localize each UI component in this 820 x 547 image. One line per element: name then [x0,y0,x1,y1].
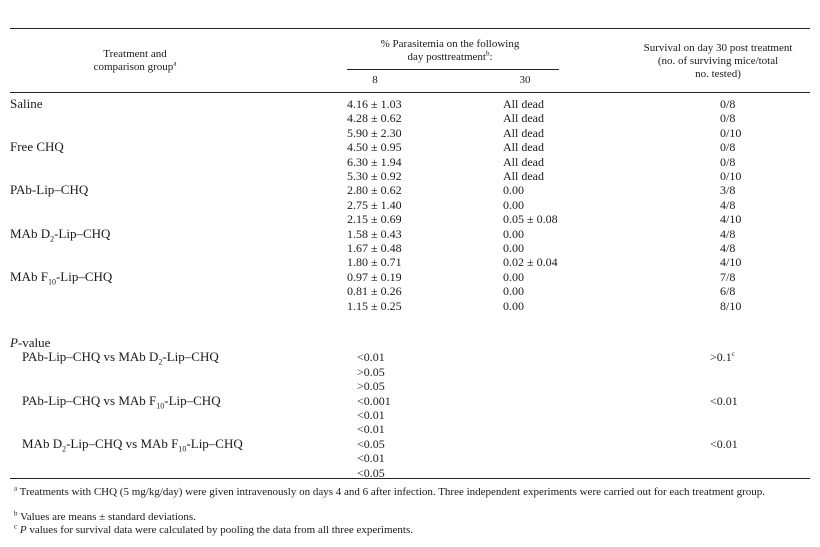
comparison-label [22,349,219,368]
group-label-text: MAb D [10,225,51,241]
footnote-rule [10,478,810,479]
day30-value: All dead [503,125,544,140]
comparison-label-part: PAb-Lip–CHQ vs MAb D [22,349,159,365]
day30-value: All dead [503,111,544,126]
comparison-label-part: -Lip–CHQ [164,392,221,408]
day30-value: 0.00 [503,269,524,284]
top-rule [10,28,810,29]
survival-value: 3/8 [720,183,736,198]
survival-value: 0/8 [720,97,736,111]
header-day8: 8 [372,74,378,86]
day30-value: 0.00 [503,226,524,241]
survival-value: 0/8 [720,111,736,126]
day30-value: 0.00 [503,183,524,198]
pvalue-survival-mark: c [731,350,735,359]
day30-value: All dead [503,140,544,155]
group-label [10,97,43,111]
day8-value: 1.80 ± 0.71 [347,255,402,270]
day8-value: 0.97 ± 0.19 [347,269,402,284]
day8-value: 6.30 ± 1.94 [347,154,402,169]
day8-value: 5.90 ± 2.30 [347,125,402,140]
survival-value: 4/10 [720,255,742,270]
group-label-text: PAb-Lip–CHQ [10,182,89,198]
day30-value: All dead [503,154,544,169]
day8-value: 0.81 ± 0.26 [347,284,402,299]
pvalue-day8: <0.05 [357,465,385,480]
comparison-label-part: -Lip–CHQ [186,435,243,451]
pvalue-day8: <0.01 [357,451,385,466]
day8-value: 4.16 ± 1.03 [347,97,402,111]
survival-value: 4/10 [720,212,742,227]
day8-value: 2.80 ± 0.62 [347,183,402,198]
day8-value: 2.15 ± 0.69 [347,212,402,227]
pvalue-label-p: P [10,335,18,351]
group-label-suffix: -Lip–CHQ [55,268,113,284]
pvalue-day8: <0.05 [357,436,385,451]
comparison-label-part: PAb-Lip–CHQ vs MAb F [22,392,157,408]
day30-value: 0.00 [503,284,524,299]
survival-value: 0/10 [720,169,742,183]
survival-value: 4/8 [720,197,736,212]
group-label [10,183,88,197]
footnote-c: $^c$ P values for survival data were calculated by pooling the data from all three experiments. [14,522,413,536]
comparison-label-part: 10 [178,444,187,454]
group-label-subscript: 2 [50,234,55,244]
header-rule [10,92,810,93]
day8-value: 1.58 ± 0.43 [347,226,402,241]
survival-value: 0/8 [720,140,736,155]
pvalue-day8: >0.05 [357,364,385,379]
comparison-label-part: 2 [158,358,163,368]
pvalue-day8: >0.05 [357,379,385,394]
header-parasitemia-rule [347,69,559,70]
header-survival: Survival on day 30 post treatment (no. of surviving mice/total no. tested) [643,42,793,80]
comparison-label-part: -Lip–CHQ [162,349,219,365]
pvalue-survival-text: <0.01 [710,393,738,408]
survival-value: 0/10 [720,125,742,140]
group-label-text: Saline [10,96,43,111]
day8-value: 1.67 ± 0.48 [347,241,402,255]
pvalue-label-rest: -value [17,335,51,351]
survival-value: 7/8 [720,269,736,284]
group-label-suffix: -Lip–CHQ [54,225,111,241]
pvalue-day8: <0.001 [357,393,391,408]
day30-value: 0.02 ± 0.04 [503,255,558,270]
footnote-b: $^b$ Values are means ± standard deviations. [14,509,196,523]
day8-value: 4.28 ± 0.62 [347,111,402,126]
group-label-subscript: 10 [47,277,56,287]
survival-value: 4/8 [720,241,736,255]
header-day30: 30 [519,74,531,86]
group-label [10,268,113,287]
day30-value: All dead [503,169,544,183]
day8-value: 2.75 ± 1.40 [347,197,402,212]
pvalue-survival [710,350,735,364]
day8-value: 4.50 ± 0.95 [347,140,402,155]
pvalue-survival-text: >0.1 [710,350,732,365]
day8-value: 5.30 ± 0.92 [347,169,402,183]
pvalue-day8: <0.01 [357,408,385,423]
day8-value: 1.15 ± 0.25 [347,298,402,313]
survival-value: 8/10 [720,298,742,313]
pvalue-day8: <0.01 [357,350,385,365]
day30-value: 0.00 [503,241,524,255]
survival-value: 4/8 [720,226,736,241]
comparison-label-part: -Lip–CHQ vs MAb F [66,435,179,451]
pvalue-survival-text: <0.01 [710,436,738,451]
footnote-a: $^a$ Treatments with CHQ (5 mg/kg/day) were given intravenously on days 4 and 6 after infection. Three independent experiments were carried out for each treatment group. [14,484,765,498]
comparison-label-part: MAb D [22,435,63,451]
group-label [10,225,111,244]
header-parasitemia: % Parasitemia on the following day posttreatment$^b$: [380,38,520,63]
pvalue-label [10,336,50,350]
group-label-text: MAb F [10,268,48,284]
header-treatment: Treatment and comparison group$^a$ [93,48,177,73]
survival-value: 6/8 [720,284,736,299]
group-label-text: Free CHQ [10,139,64,155]
comparison-label-part: 2 [62,444,67,454]
pvalue-survival [710,394,738,408]
survival-value: 0/8 [720,154,736,169]
pvalue-day8: <0.01 [357,422,385,437]
day30-value: 0.00 [503,298,524,313]
comparison-label [22,435,243,454]
pvalue-survival [710,437,738,451]
day30-value: 0.00 [503,197,524,212]
comparison-label-part: 10 [156,401,165,411]
day30-value: 0.05 ± 0.08 [503,212,558,227]
group-label [10,140,64,154]
day30-value: All dead [503,97,544,111]
comparison-label [22,392,221,411]
